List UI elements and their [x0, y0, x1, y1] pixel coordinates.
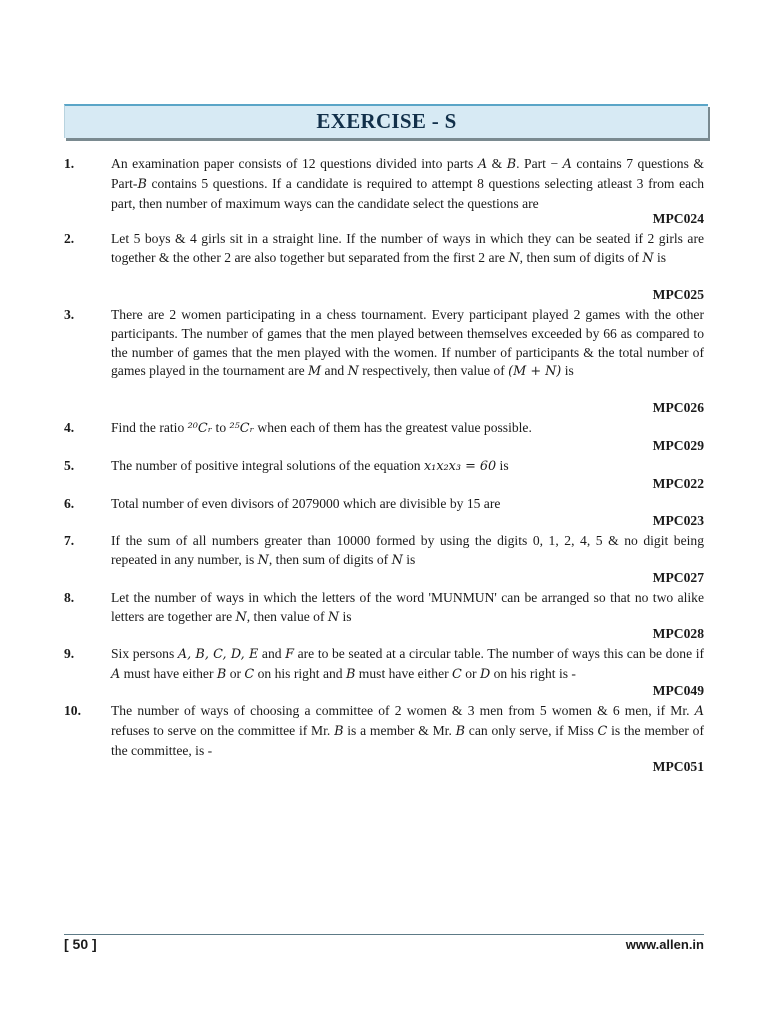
question-code: MPC023 [652, 513, 704, 528]
question-3 [64, 306, 704, 382]
question-text: An examination paper consists of 12 questions divided into parts A & B. Part − A contains 7 questions & Part-B contains 5 questions. If a candidate is required to attempt 8 questions selecting atleast 3 from each part, then number of maximum ways can the candidate select the questions are [111, 156, 704, 211]
exercise-header [64, 104, 708, 138]
question-number: 5. [64, 458, 75, 473]
question-10 [64, 702, 704, 760]
question-number: 2. [64, 231, 75, 246]
question-5 [64, 457, 704, 477]
question-code: MPC022 [652, 476, 704, 491]
question-code: MPC025 [652, 287, 704, 302]
question-number: 4. [64, 420, 75, 435]
question-2 [64, 230, 704, 269]
question-code: MPC024 [652, 211, 704, 226]
question-text: The number of ways of choosing a committee of 2 women & 3 men from 5 women & 6 men, if Mr. A refuses to serve on the committee if Mr. B is a member & Mr. B can only serve, if Miss C is the member of the committee, is - [111, 703, 704, 758]
question-7 [64, 532, 704, 571]
question-code: MPC027 [652, 570, 704, 585]
exercise-title: EXERCISE - S [316, 109, 457, 133]
question-text: Find the ratio ²⁰Cᵣ to ²⁵Cᵣ when each of them has the greatest value possible. [111, 420, 532, 436]
question-code: MPC028 [652, 626, 704, 641]
question-number: 1. [64, 156, 75, 171]
question-text: Total number of even divisors of 2079000 which are divisible by 15 are [111, 496, 501, 511]
question-number: 9. [64, 646, 75, 661]
question-code: MPC049 [652, 683, 704, 698]
question-number: 3. [64, 307, 75, 322]
footer-divider [64, 934, 704, 935]
page-number: [ 50 ] [64, 936, 97, 952]
question-number: 7. [64, 533, 75, 548]
question-1 [64, 155, 704, 213]
question-number: 10. [64, 703, 81, 718]
question-code: MPC029 [652, 438, 704, 453]
question-text: There are 2 women participating in a chess tournament. Every participant played 2 games with the other participants. The number of games that the men played between themselves exceeded by 66 as compared to the number of games that the men played with the women. If number of participants & the total number of games played in the tournament are M and N respectively, then value of (M + N) is [111, 307, 704, 380]
question-number: 8. [64, 590, 75, 605]
question-text: Let the number of ways in which the letters of the word 'MUNMUN' can be arranged so that no two alike letters are together are N, then value of N is [111, 590, 704, 625]
question-code: MPC051 [652, 759, 704, 774]
question-text: Let 5 boys & 4 girls sit in a straight line. If the number of ways in which they can be seated if 2 girls are together & the other 2 are also together but separated from the first 2 are N, then sum of digits of N is [111, 231, 704, 266]
question-8 [64, 589, 704, 628]
question-text: If the sum of all numbers greater than 10000 formed by using the digits 0, 1, 2, 4, 5 & no digit being repeated in any number, is N, then sum of digits of N is [111, 533, 704, 568]
question-9 [64, 645, 704, 685]
question-text: The number of positive integral solutions of the equation x₁x₂x₃ = 60 is [111, 458, 509, 474]
question-6 [64, 495, 704, 514]
question-text: Six persons A, B, C, D, E and F are to be seated at a circular table. The number of ways this can be done if A must have either B or C on his right and B must have either C or D on his right is - [111, 646, 704, 682]
question-4 [64, 419, 704, 439]
website-link[interactable]: www.allen.in [625, 937, 704, 952]
question-number: 6. [64, 496, 75, 511]
question-code: MPC026 [652, 400, 704, 415]
